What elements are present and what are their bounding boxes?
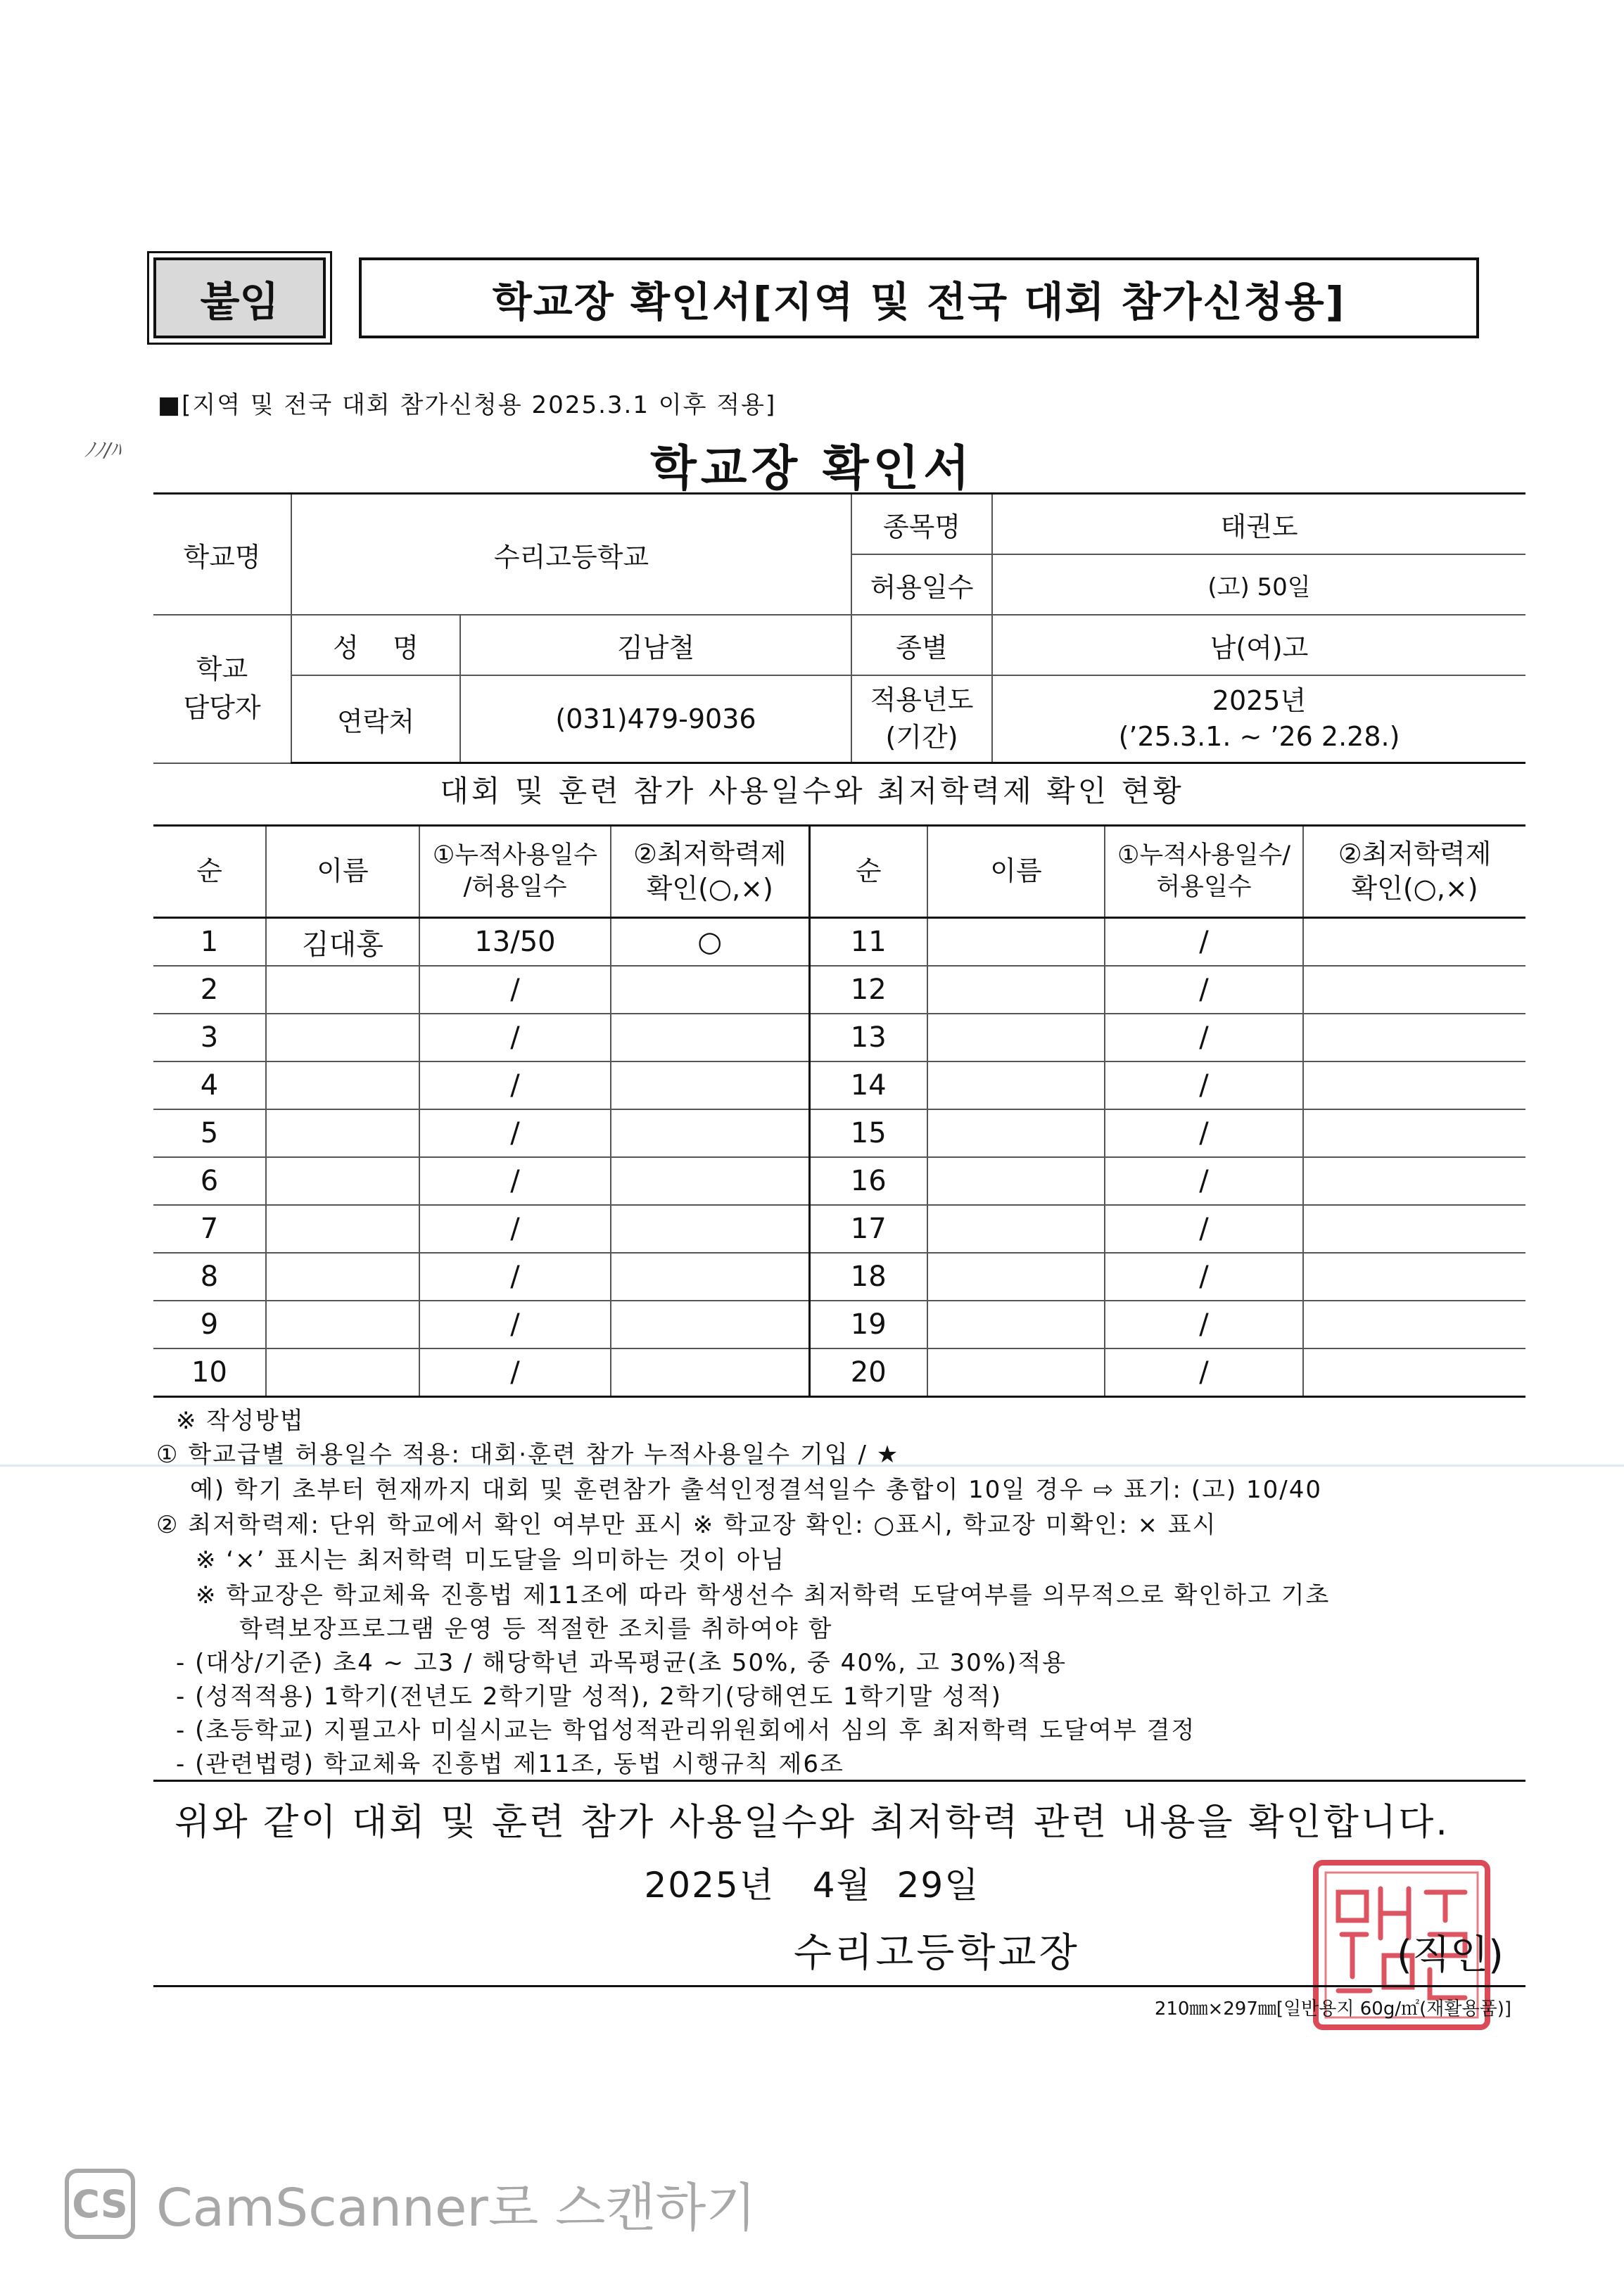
info-table	[153, 492, 1525, 764]
col-no-right: 순	[809, 826, 927, 918]
row-number: 10	[153, 1348, 266, 1397]
roster-row	[153, 966, 1525, 1014]
student-name	[927, 918, 1105, 967]
note-line: 예) 학기 초부터 현재까지 대회 및 훈련참가 출석인정결석일수 총합이 10일 경우 ⇨ 표기: (고) 10/40	[190, 1476, 1322, 1504]
row-number: 13	[809, 1014, 927, 1061]
student-name	[266, 1205, 419, 1253]
manager-label: 학교 담당자	[153, 615, 291, 763]
notes-divider	[153, 1780, 1525, 1782]
student-name	[927, 1014, 1105, 1061]
academic-check	[611, 966, 809, 1014]
student-name	[927, 1205, 1105, 1253]
row-number: 18	[809, 1253, 927, 1301]
student-name	[266, 1348, 419, 1397]
student-name	[266, 1014, 419, 1061]
seal-mark-label: (직인)	[1397, 1932, 1504, 1978]
note-line: ※ 학교장은 학교체육 진흥법 제11조에 따라 학생선수 최저학력 도달여부를 의무적으로 확인하고 기초	[196, 1581, 1331, 1609]
academic-check	[611, 1253, 809, 1301]
scope-note: ■[지역 및 전국 대회 참가신청용 2025.3.1 이후 적용]	[158, 391, 777, 419]
note-line: 학력보장프로그램 운영 등 적절한 조치를 취하여야 함	[239, 1615, 833, 1643]
row-number: 15	[809, 1109, 927, 1157]
row-number: 16	[809, 1157, 927, 1205]
student-name	[266, 1157, 419, 1205]
principal-title: 수리고등학교장	[794, 1930, 1080, 1976]
student-name	[927, 966, 1105, 1014]
student-name	[266, 966, 419, 1014]
note-heading: ※ 작성방법	[176, 1407, 305, 1435]
days-used: /	[1105, 1061, 1303, 1109]
days-used: /	[1105, 1109, 1303, 1157]
note-line: - (성적적용) 1학기(전년도 2학기말 성적), 2학기(당해연도 1학기말 성적)	[176, 1683, 1002, 1711]
row-number: 9	[153, 1301, 266, 1348]
roster-row	[153, 918, 1525, 967]
student-name	[927, 1348, 1105, 1397]
days-used: /	[419, 1109, 611, 1157]
student-name	[927, 1301, 1105, 1348]
col-days: ①누적사용일수 /허용일수	[419, 826, 611, 918]
days-used: /	[419, 1014, 611, 1061]
student-name	[266, 1301, 419, 1348]
days-used: /	[1105, 966, 1303, 1014]
row-number: 8	[153, 1253, 266, 1301]
days-used: /	[1105, 1205, 1303, 1253]
row-number: 2	[153, 966, 266, 1014]
gender-value: 남(여)고	[992, 615, 1525, 675]
margin-scribble: ﾉﾉ/ﾊ	[84, 438, 121, 461]
student-name	[266, 1109, 419, 1157]
allowed-days-value: (고) 50일	[992, 554, 1525, 615]
academic-check	[1303, 1348, 1525, 1397]
days-used: /	[1105, 1348, 1303, 1397]
days-used: /	[419, 1253, 611, 1301]
col-name: 이름	[266, 826, 419, 918]
row-number: 20	[809, 1348, 927, 1397]
academic-check	[1303, 1014, 1525, 1061]
contact-label: 연락처	[291, 675, 460, 763]
year-label: 적용년도 (기간)	[851, 675, 992, 763]
academic-check: ○	[611, 918, 809, 967]
name-label: 성 명	[291, 615, 460, 675]
col-days-right: ①누적사용일수/ 허용일수	[1105, 826, 1303, 918]
year-value: 2025년 (’25.3.1. ~ ’26 2.28.)	[992, 675, 1525, 763]
note-line: ① 학교급별 허용일수 적용: 대회·훈련 참가 누적사용일수 기입 / ★	[156, 1441, 900, 1469]
gender-label: 종별	[851, 615, 992, 675]
days-used: /	[1105, 1157, 1303, 1205]
row-number: 14	[809, 1061, 927, 1109]
days-used: 13/50	[419, 918, 611, 967]
school-value: 수리고등학교	[291, 494, 851, 616]
days-used: /	[1105, 1301, 1303, 1348]
student-name: 김대홍	[266, 918, 419, 967]
row-number: 1	[153, 918, 266, 967]
roster-row	[153, 1014, 1525, 1061]
roster-row	[153, 1109, 1525, 1157]
student-name	[927, 1109, 1105, 1157]
note-line: - (초등학교) 지필고사 미실시교는 학업성적관리위원회에서 심의 후 최저학력 도달여부 결정	[176, 1716, 1196, 1745]
allowed-days-label: 허용일수	[851, 554, 992, 615]
school-label: 학교명	[153, 494, 291, 616]
event-value: 태권도	[992, 494, 1525, 555]
attachment-tag: 붙임	[153, 257, 326, 338]
row-number: 6	[153, 1157, 266, 1205]
row-number: 7	[153, 1205, 266, 1253]
days-used: /	[1105, 1014, 1303, 1061]
note-line: - (관련법령) 학교체육 진흥법 제11조, 동법 시행규칙 제6조	[176, 1750, 844, 1778]
days-used: /	[419, 1157, 611, 1205]
row-number: 3	[153, 1014, 266, 1061]
row-number: 17	[809, 1205, 927, 1253]
student-name	[927, 1253, 1105, 1301]
academic-check	[611, 1061, 809, 1109]
academic-check	[611, 1348, 809, 1397]
issue-date: 2025년 4월 29일	[644, 1865, 980, 1906]
days-used: /	[419, 1301, 611, 1348]
academic-check	[611, 1205, 809, 1253]
academic-check	[611, 1014, 809, 1061]
col-check: ②최저학력제 확인(○,×)	[611, 826, 809, 918]
academic-check	[1303, 1301, 1525, 1348]
paper-spec: 210㎜×297㎜[일반용지 60g/㎡(재활용품)]	[1154, 1998, 1511, 2020]
confirm-statement: 위와 같이 대회 및 훈련 참가 사용일수와 최저학력 관련 내용을 확인합니다.	[175, 1801, 1449, 1844]
academic-check	[1303, 1205, 1525, 1253]
col-no: 순	[153, 826, 266, 918]
roster-row	[153, 1205, 1525, 1253]
academic-check	[1303, 1109, 1525, 1157]
days-used: /	[419, 1205, 611, 1253]
row-number: 12	[809, 966, 927, 1014]
roster-row	[153, 1157, 1525, 1205]
name-value: 김남철	[460, 615, 851, 675]
row-number: 5	[153, 1109, 266, 1157]
student-name	[266, 1253, 419, 1301]
academic-check	[1303, 966, 1525, 1014]
row-number: 11	[809, 918, 927, 967]
days-used: /	[1105, 918, 1303, 967]
header-title: 학교장 확인서[지역 및 전국 대회 참가신청용]	[359, 257, 1479, 338]
academic-check	[1303, 918, 1525, 967]
col-check-right: ②최저학력제 확인(○,×)	[1303, 826, 1525, 918]
col-name-right: 이름	[927, 826, 1105, 918]
roster-table	[153, 824, 1525, 1398]
row-number: 4	[153, 1061, 266, 1109]
contact-value: (031)479-9036	[460, 675, 851, 763]
note-line: - (대상/기준) 초4 ~ 고3 / 해당학년 과목평균(초 50%, 중 40%, 고 30%)적용	[176, 1649, 1067, 1677]
footer-divider	[153, 1985, 1525, 1987]
days-used: /	[419, 1348, 611, 1397]
section-heading: 대회 및 훈련 참가 사용일수와 최저학력제 확인 현황	[440, 774, 1184, 808]
camscanner-logo-icon: CS	[65, 2169, 135, 2239]
days-used: /	[419, 966, 611, 1014]
note-line: ② 최저학력제: 단위 학교에서 확인 여부만 표시 ※ 학교장 확인: ○표시, 학교장 미확인: × 표시	[156, 1511, 1217, 1539]
note-line: ※ ‘×’ 표시는 최저학력 미도달을 의미하는 것이 아님	[196, 1546, 786, 1574]
academic-check	[1303, 1253, 1525, 1301]
student-name	[266, 1061, 419, 1109]
days-used: /	[1105, 1253, 1303, 1301]
event-label: 종목명	[851, 494, 992, 555]
watermark-text: CamScanner로 스캔하기	[156, 2178, 756, 2238]
student-name	[927, 1157, 1105, 1205]
roster-row	[153, 1061, 1525, 1109]
academic-check	[611, 1157, 809, 1205]
roster-row	[153, 1301, 1525, 1348]
academic-check	[611, 1301, 809, 1348]
academic-check	[611, 1109, 809, 1157]
days-used: /	[419, 1061, 611, 1109]
scanner-watermark	[65, 2167, 756, 2241]
roster-row	[153, 1348, 1525, 1397]
academic-check	[1303, 1061, 1525, 1109]
student-name	[927, 1061, 1105, 1109]
document-title: 학교장 확인서	[650, 441, 974, 497]
academic-check	[1303, 1157, 1525, 1205]
roster-row	[153, 1253, 1525, 1301]
row-number: 19	[809, 1301, 927, 1348]
